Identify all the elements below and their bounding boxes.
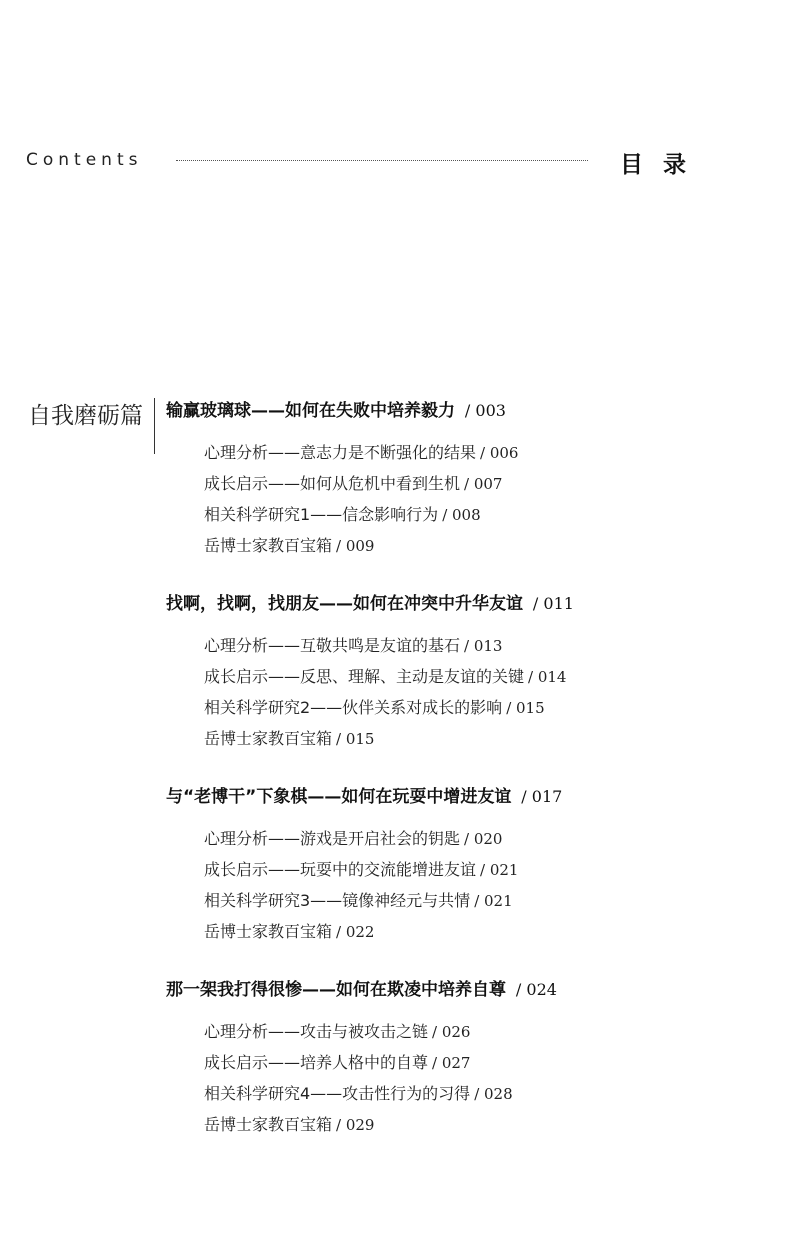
contents-heading: Contents xyxy=(26,150,143,170)
toc-subsection-page: / 020 xyxy=(464,830,503,848)
toc-chapter xyxy=(166,975,766,1140)
toc-subsection-page: / 015 xyxy=(336,730,375,748)
toc-chapter-title: 与“老博干”下象棋——如何在玩耍中增进友谊 xyxy=(166,787,512,807)
toc-chapter-page: / 017 xyxy=(521,787,563,806)
toc-subsection-title: 成长启示——反思、理解、主动是友谊的关键 xyxy=(204,667,525,686)
toc-subsection-title: 岳博士家教百宝箱 xyxy=(204,1115,333,1134)
toc-subsection-list xyxy=(166,437,766,561)
toc-subsection-page: / 006 xyxy=(480,444,519,462)
toc-subsection-page: / 027 xyxy=(432,1054,471,1072)
toc-subsection-list xyxy=(166,630,766,754)
toc-subsection-title: 岳博士家教百宝箱 xyxy=(204,922,333,941)
toc-subsection[interactable] xyxy=(204,630,766,661)
toc-subsection-page: / 013 xyxy=(464,637,503,655)
toc-chapter xyxy=(166,589,766,754)
toc-subsection-title: 相关科学研究2——伙伴关系对成长的影响 xyxy=(204,698,503,717)
toc-chapter xyxy=(166,396,766,561)
toc-subsection[interactable] xyxy=(204,1047,766,1078)
toc-subsection[interactable] xyxy=(204,1109,766,1140)
toc-subsection[interactable] xyxy=(204,530,766,561)
toc-subsection-page: / 015 xyxy=(506,699,545,717)
toc-chapter-heading[interactable] xyxy=(166,782,766,812)
toc-subsection-title: 相关科学研究1——信念影响行为 xyxy=(204,505,439,524)
toc-subsection-page: / 008 xyxy=(442,506,481,524)
toc-subsection[interactable] xyxy=(204,468,766,499)
toc-chapter-page: / 024 xyxy=(515,980,557,999)
toc-subsection-title: 岳博士家教百宝箱 xyxy=(204,729,333,748)
toc-subsection-title: 心理分析——意志力是不断强化的结果 xyxy=(204,443,477,462)
toc-subsection-page: / 028 xyxy=(474,1085,513,1103)
toc-subsection-page: / 029 xyxy=(336,1116,375,1134)
toc-subsection-page: / 009 xyxy=(336,537,375,555)
toc-subsection[interactable] xyxy=(204,661,766,692)
toc-subsection-title: 成长启示——玩耍中的交流能增进友谊 xyxy=(204,860,477,879)
toc-subsection-page: / 021 xyxy=(480,861,519,879)
toc-subsection-list xyxy=(166,1016,766,1140)
toc-subsection-title: 相关科学研究3——镜像神经元与共情 xyxy=(204,891,471,910)
toc-subsection[interactable] xyxy=(204,499,766,530)
toc-subsection-page: / 014 xyxy=(528,668,567,686)
toc-chapter-page: / 011 xyxy=(532,594,574,613)
toc-subsection[interactable] xyxy=(204,823,766,854)
toc-subsection[interactable] xyxy=(204,854,766,885)
toc-subsection-page: / 026 xyxy=(432,1023,471,1041)
heading-dotted-leader xyxy=(176,160,588,161)
toc-subsection-title: 岳博士家教百宝箱 xyxy=(204,536,333,555)
toc-chapter xyxy=(166,782,766,947)
toc-chapter-heading[interactable] xyxy=(166,589,766,619)
toc-subsection[interactable] xyxy=(204,723,766,754)
toc-subsection-list xyxy=(166,823,766,947)
toc-subsection-page: / 007 xyxy=(464,475,503,493)
toc-chapter-title: 那一架我打得很惨——如何在欺凌中培养自尊 xyxy=(166,980,506,1000)
toc-chapter-heading[interactable] xyxy=(166,975,766,1005)
section-divider xyxy=(154,398,155,454)
toc-subsection[interactable] xyxy=(204,885,766,916)
toc-subsection[interactable] xyxy=(204,916,766,947)
toc-chapter-page: / 003 xyxy=(464,401,506,420)
toc-subsection-title: 心理分析——游戏是开启社会的钥匙 xyxy=(204,829,461,848)
toc-subsection[interactable] xyxy=(204,1016,766,1047)
section-label: 自我磨砺篇 xyxy=(28,403,143,429)
toc-subsection-page: / 022 xyxy=(336,923,375,941)
toc-subsection-title: 心理分析——互敬共鸣是友谊的基石 xyxy=(204,636,461,655)
toc-subsection-title: 成长启示——如何从危机中看到生机 xyxy=(204,474,461,493)
toc-subsection-title: 心理分析——攻击与被攻击之链 xyxy=(204,1022,429,1041)
toc-subsection-title: 成长启示——培养人格中的自尊 xyxy=(204,1053,429,1072)
toc-chapter-title: 找啊，找啊，找朋友——如何在冲突中升华友谊 xyxy=(166,594,523,614)
toc-chapter-heading[interactable] xyxy=(166,396,766,426)
toc-chapter-title: 输赢玻璃球——如何在失败中培养毅力 xyxy=(166,401,455,421)
page-title: 目录 xyxy=(620,152,706,178)
toc-subsection[interactable] xyxy=(204,692,766,723)
toc-subsection-page: / 021 xyxy=(474,892,513,910)
toc-subsection[interactable] xyxy=(204,1078,766,1109)
toc-subsection-title: 相关科学研究4——攻击性行为的习得 xyxy=(204,1084,471,1103)
toc-subsection[interactable] xyxy=(204,437,766,468)
